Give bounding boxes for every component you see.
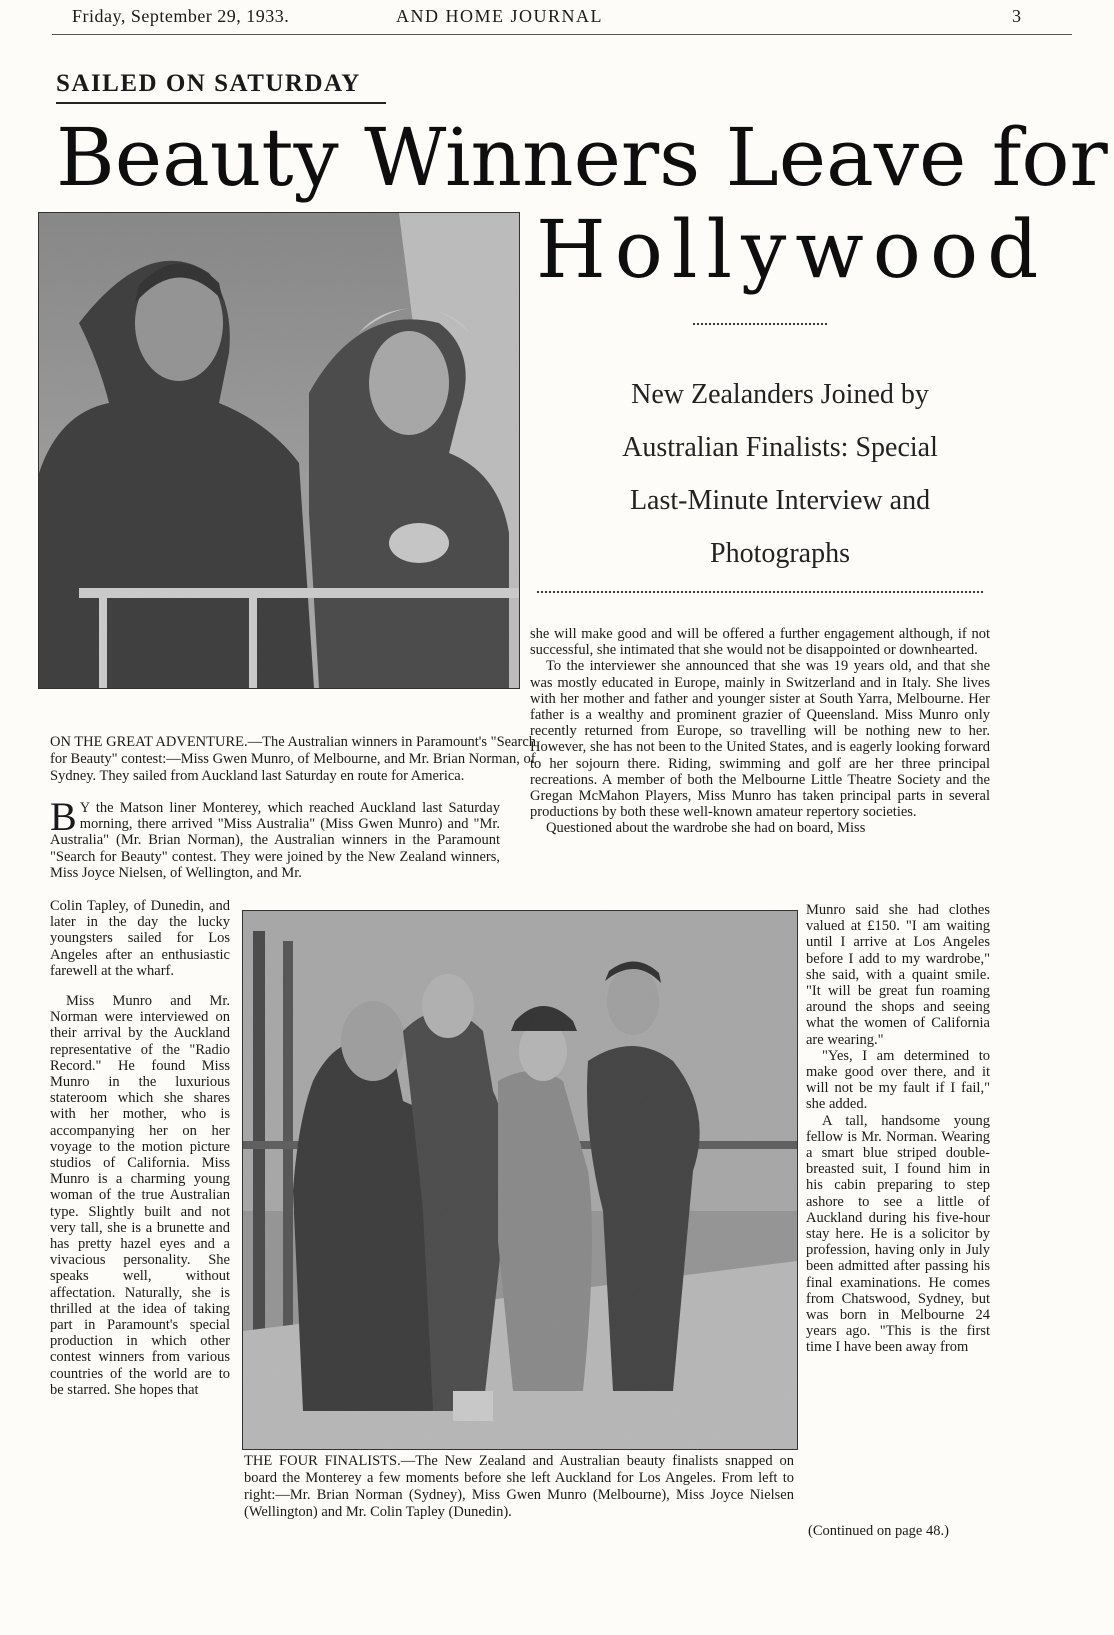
journal-name: AND HOME JOURNAL (396, 6, 603, 26)
photo-winners-image (39, 213, 519, 688)
photo-four-finalists (242, 910, 798, 1450)
column-3 (806, 902, 990, 1356)
headline-line2: Hollywood (536, 203, 1048, 296)
headline-line1: Beauty Winners Leave for (56, 111, 1108, 204)
deck-line2: Australian Finalists: Special (622, 432, 938, 463)
photo-four-finalists-caption: THE FOUR FINALISTS.—The New Zealand and Australian beauty finalists snapped on board the Monterey a few moments before she left Auckland for Los Angeles. From left to right:—Mr. Brian Norman (Sydney), Miss Gwen Munro (Melbourne), Miss Joyce Nielsen (Wellington) and Mr. Colin Tapley (Dunedin). (244, 1453, 794, 1520)
kicker-underline (56, 102, 386, 104)
column-2 (530, 626, 990, 837)
issue-date: Friday, September 29, 1933. (72, 6, 290, 26)
column-2-paragraph-1: she will make good and will be offered a further engagement although, if not successful, she intimated that she would not be disappointed or downhearted. (530, 626, 990, 659)
column-3-paragraph-3: A tall, handsome young fellow is Mr. Norman. Wearing a smart blue striped double-breasted suit, I found him in his cabin preparing to step ashore to see a little of Auckland during his five-hour stay here. He is a solicitor by profession, having only in July been admitted after passing his final examinations. He comes from Chatswood, Sydney, but was born in Melbourne 24 years ago. "This is the first time I have been away from (806, 1112, 990, 1356)
lead-text: Y the Matson liner Monterey, which reached Auckland last Saturday morning, there arrived "Miss Australia" (Miss Gwen Munro) and "Mr. Australia" (Mr. Brian Norman), the Australian winners in the Paramount "Search for Beauty" contest. They were joined by the New Zealand winners, Miss Joyce Nielsen, of Wellington, and Mr. (50, 800, 500, 881)
deck-ornament-top (692, 322, 828, 326)
deck-line1: New Zealanders Joined by (631, 379, 929, 410)
kicker: SAILED ON SATURDAY (56, 70, 361, 97)
deck-line3: Last-Minute Interview and (629, 485, 931, 516)
page-number: 3 (1012, 6, 1021, 26)
column-1-paragraph-2: Miss Munro and Mr. Norman were interviewed on their arrival by the Auckland representative of the "Radio Record." He found Miss Munro in the luxurious stateroom which she shares with her mother, who is accompanying her on her voyage to the motion picture studios of California. Miss Munro is a charming young woman of the true Australian type. Slightly built and not very tall, she is a brunette and has pretty hazel eyes and a vivacious personality. She speaks well, without affectation. Naturally, she is thrilled at the idea of taking part in Paramount's special production in which other contest winners from various countries of the world are to be starred. She hopes that (50, 993, 230, 1398)
lead-paragraph (50, 794, 500, 881)
photo-winners-caption: ON THE GREAT ADVENTURE.—The Australian winners in Paramount's "Search for Beauty" contest:—Miss Gwen Munro, of Melbourne, and Mr. Brian Norman, of Sydney. They sailed from Auckland last Saturday en route for America. (50, 734, 537, 784)
deck-line4: Photographs (710, 538, 850, 569)
deck-ornament-bottom (536, 590, 984, 594)
continued-note: (Continued on page 48.) (808, 1523, 949, 1539)
dropcap: B (50, 794, 77, 839)
column-1 (50, 898, 230, 1398)
photo-four-finalists-image (243, 911, 797, 1449)
deck (560, 368, 1000, 580)
column-3-paragraph-1: Munro said she had clothes valued at £150. "I am waiting until I arrive at Los Angeles before I add to my wardrobe," she said, with a quaint smile. "It will be great fun roaming around the shops and seeing what the women of California are wearing." (806, 902, 990, 1048)
column-2-paragraph-3: Questioned about the wardrobe she had on board, Miss (546, 820, 866, 837)
column-3-paragraph-2: "Yes, I am determined to make good over there, and it will not be my fault if I fail," she added. (806, 1047, 990, 1113)
photo-winners (38, 212, 520, 689)
column-2-paragraph-2: To the interviewer she announced that she was 19 years old, and that she was mostly educated in Europe, mainly in Switzerland and in Italy. She lives with her mother and father and younger sister at South Yarra, Melbourne. Her father is a wealthy and prominent grazier of Queensland. Miss Munro only recently returned from Europe, so travelling will be nothing new to her. However, she has not been to the United States, and is eagerly looking forward to her sojourn there. Riding, swimming and golf are her three principal recreations. A member of both the Melbourne Little Theatre Society and the Gregan McMahon Players, Miss Munro has taken principal parts in several productions by both these well-known amateur repertory societies. (530, 658, 990, 821)
column-1-rest: Colin Tapley, of Dunedin, and later in the day the lucky youngsters sailed for Los Angeles after an enthusiastic farewell at the wharf. (50, 898, 230, 979)
header-rule (52, 34, 1072, 35)
